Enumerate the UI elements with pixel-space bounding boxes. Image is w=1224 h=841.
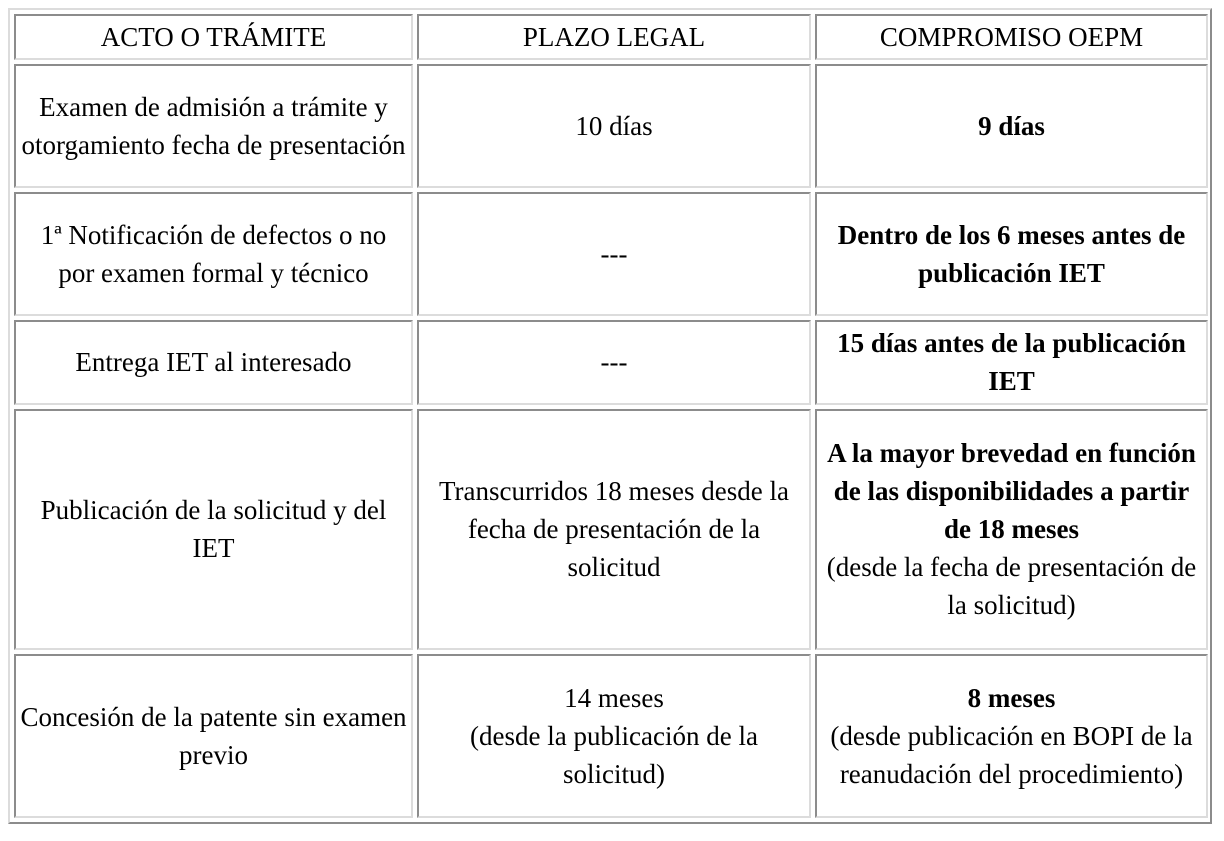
cell-acto: Publicación de la solicitud y del IET [14,409,413,651]
compromiso-main: 8 meses [967,683,1056,714]
plazos-table-frame [8,8,1212,824]
header-compromiso: COMPROMISO OEPM [815,14,1208,60]
cell-plazo-legal: 10 días [417,64,811,188]
header-row [14,14,1208,60]
cell-acto: Examen de admisión a trámite y otorgamiento fecha de presentación [14,64,413,188]
table-row [14,320,1208,405]
header-acto: ACTO O TRÁMITE [14,14,413,60]
cell-compromiso: 15 días antes de la publicación IET [815,320,1208,405]
cell-compromiso: Dentro de los 6 meses antes de publicación IET [815,192,1208,316]
cell-compromiso [815,654,1208,818]
plazo-legal-main: 14 meses [564,683,664,714]
table-row [14,654,1208,818]
header-plazo-legal: PLAZO LEGAL [417,14,811,60]
cell-plazo-legal: --- [417,192,811,316]
cell-plazo-legal: --- [417,320,811,405]
cell-compromiso [815,409,1208,651]
cell-acto: 1ª Notificación de defectos o no por examen formal y técnico [14,192,413,316]
compromiso-main: A la mayor brevedad en función de las disponibilidades a partir de 18 meses [827,438,1196,545]
table-row [14,409,1208,651]
table-row [14,64,1208,188]
cell-compromiso: 9 días [815,64,1208,188]
compromiso-note: (desde la fecha de presentación de la solicitud) [826,552,1197,621]
cell-plazo-legal [417,654,811,818]
compromiso-note: (desde publicación en BOPI de la reanudación del procedimiento) [830,721,1193,790]
cell-plazo-legal: Transcurridos 18 meses desde la fecha de presentación de la solicitud [417,409,811,651]
table-row [14,192,1208,316]
plazos-table [10,10,1212,822]
plazo-legal-note: (desde la publicación de la solicitud) [470,721,758,790]
cell-acto: Concesión de la patente sin examen previo [14,654,413,818]
cell-acto: Entrega IET al interesado [14,320,413,405]
